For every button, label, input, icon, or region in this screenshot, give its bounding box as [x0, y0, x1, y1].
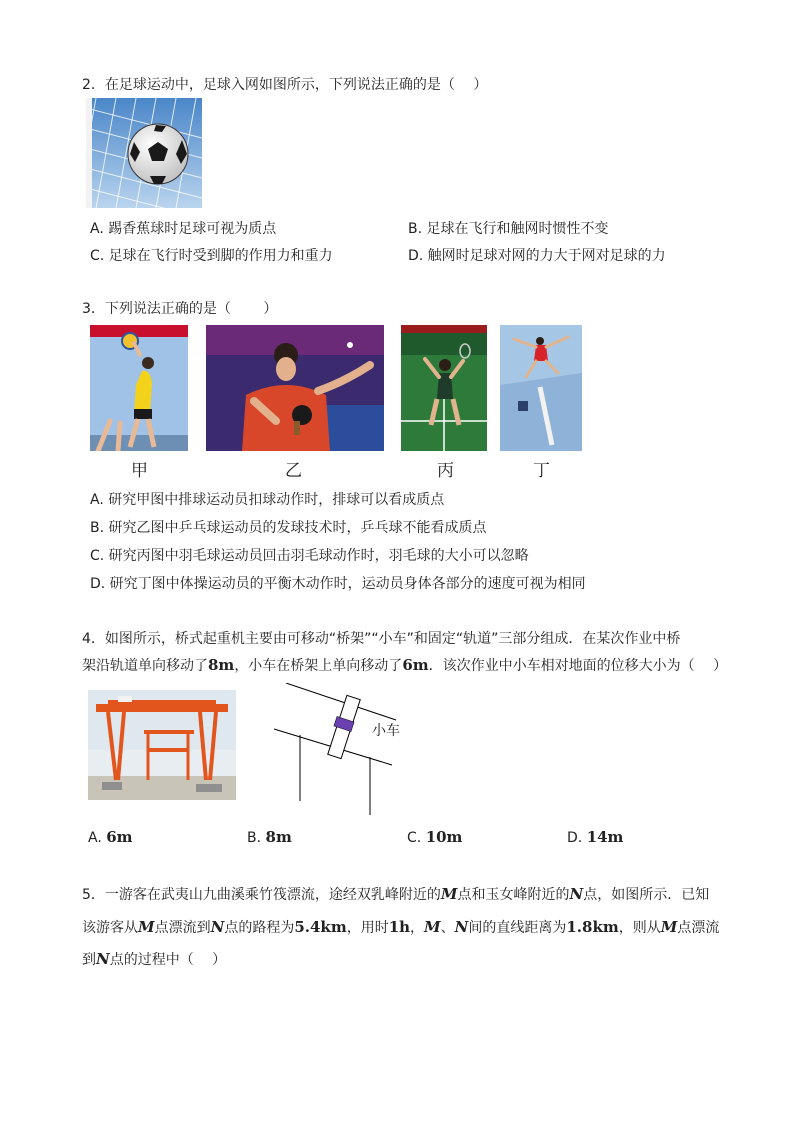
q4-option-a: A. 6m	[88, 828, 133, 846]
volleyball-photo	[90, 325, 188, 451]
q5-straight-distance: 1.8km	[566, 918, 619, 936]
cart-label: 小车	[372, 723, 400, 739]
caption-bing: 丙	[437, 461, 454, 481]
caption-yi: 乙	[285, 461, 302, 481]
q4-cart-distance: 6m	[402, 656, 429, 674]
q2-option-a: A. 踢香蕉球时足球可视为质点	[90, 221, 277, 237]
q3-option-c: C. 研究丙图中羽毛球运动员回击羽毛球动作时，羽毛球的大小可以忽略	[90, 548, 529, 564]
balance-beam-photo	[500, 325, 582, 451]
soccer-photo	[86, 98, 202, 208]
q4-option-b: B. 8m	[247, 828, 292, 846]
q3-option-d: D. 研究丁图中体操运动员的平衡木动作时，运动员身体各部分的速度可视为相同	[90, 576, 586, 592]
q4-line-1: 4．如图所示，桥式起重机主要由可移动“桥架”“小车”和固定“轨道”三部分组成．在某次作业中桥	[82, 631, 681, 647]
q5-path-length: 5.4km	[294, 918, 347, 936]
q4-option-d: D. 14m	[567, 828, 624, 846]
q2-option-b: B. 足球在飞行和触网时惯性不变	[408, 221, 609, 237]
table-tennis-photo	[206, 325, 384, 451]
q3-option-a: A. 研究甲图中排球运动员扣球动作时，排球可以看成质点	[90, 492, 445, 508]
q5-line-3: 到N点的过程中（ ）	[82, 950, 227, 968]
crane-diagram	[270, 683, 400, 818]
q3-stem: 3．下列说法正确的是（ ）	[82, 301, 278, 317]
crane-photo	[88, 690, 236, 800]
q4-option-c: C. 10m	[407, 828, 463, 846]
q2-stem: 2．在足球运动中，足球入网如图所示，下列说法正确的是（ ）	[82, 77, 488, 93]
q2-option-d: D. 触网时足球对网的力大于网对足球的力	[408, 248, 666, 264]
q3-option-b: B. 研究乙图中乒乓球运动员的发球技术时，乒乓球不能看成质点	[90, 520, 487, 536]
q4-line-2: 架沿轨道单向移动了8m，小车在桥架上单向移动了6m．该次作业中小车相对地面的位移大小为（ ）	[82, 656, 728, 674]
badminton-photo	[401, 325, 487, 451]
caption-ding: 丁	[533, 461, 550, 481]
q4-bridge-distance: 8m	[208, 656, 235, 674]
q5-time: 1h	[388, 918, 411, 936]
caption-jia: 甲	[131, 461, 148, 481]
q5-line-1: 5．一游客在武夷山九曲溪乘竹筏漂流，途经双乳峰附近的M点和玉女峰附近的N点，如图所示．已知	[82, 885, 710, 903]
q5-line-2: 该游客从M点漂流到N点的路程为5.4km，用时1h，M、N间的直线距离为1.8km，则从M点漂流	[82, 918, 720, 936]
q2-option-c: C. 足球在飞行时受到脚的作用力和重力	[90, 248, 333, 264]
